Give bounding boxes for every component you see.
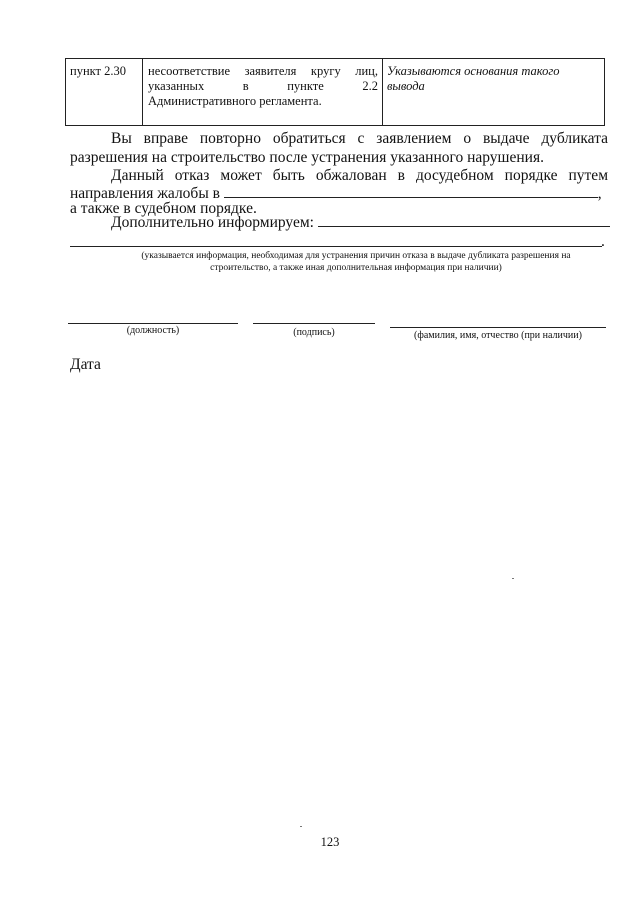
para1-line2: разрешения на строительство после устранения указанного нарушения. [70, 149, 544, 166]
info-line [111, 213, 611, 232]
clause-cell: пункт 2.30 [66, 59, 143, 126]
position-caption: (должность) [126, 325, 180, 336]
reason-line: несоответствие заявителя кругу лиц, [148, 64, 378, 78]
para2-line1: Данный отказ может быть обжалован в досудебном порядке путем [111, 167, 608, 184]
signature-caption: (подпись) [293, 327, 335, 338]
reason-line: указанных в пункте 2.2 [148, 79, 378, 93]
info-period: . [601, 233, 605, 250]
info-blank-2 [70, 246, 602, 247]
reason-line: Административного регламента. [148, 94, 322, 108]
date-label: Дата [70, 356, 101, 373]
note-cell: Указываются основания такого вывода [383, 59, 605, 126]
scan-speck [512, 578, 514, 579]
info-blank-1 [318, 213, 610, 227]
para2-line2-lead: направления жалобы в [70, 185, 220, 202]
scan-speck [300, 826, 302, 827]
info-hint-line1: (указывается информация, необходимая для устранения причин отказа в выдаче дубликата разрешения на [141, 251, 571, 261]
info-hint-line2: строительство, а также иная дополнительная информация при наличии) [210, 263, 502, 273]
reason-cell [143, 59, 383, 126]
signature-line [253, 323, 375, 324]
page-number: 123 [320, 835, 340, 849]
name-line [390, 327, 606, 328]
position-line [68, 323, 238, 324]
grounds-table [65, 58, 605, 126]
info-label: Дополнительно информируем: [111, 214, 314, 231]
para2-comma: , [597, 185, 602, 202]
name-caption: (фамилия, имя, отчество (при наличии) [414, 330, 582, 341]
para2-line3: а также в судебном порядке. [70, 200, 257, 217]
complaint-authority-blank [224, 184, 598, 198]
table-row [66, 59, 605, 126]
para1-line1: Вы вправе повторно обратиться с заявлением о выдаче дубликата [111, 130, 608, 147]
